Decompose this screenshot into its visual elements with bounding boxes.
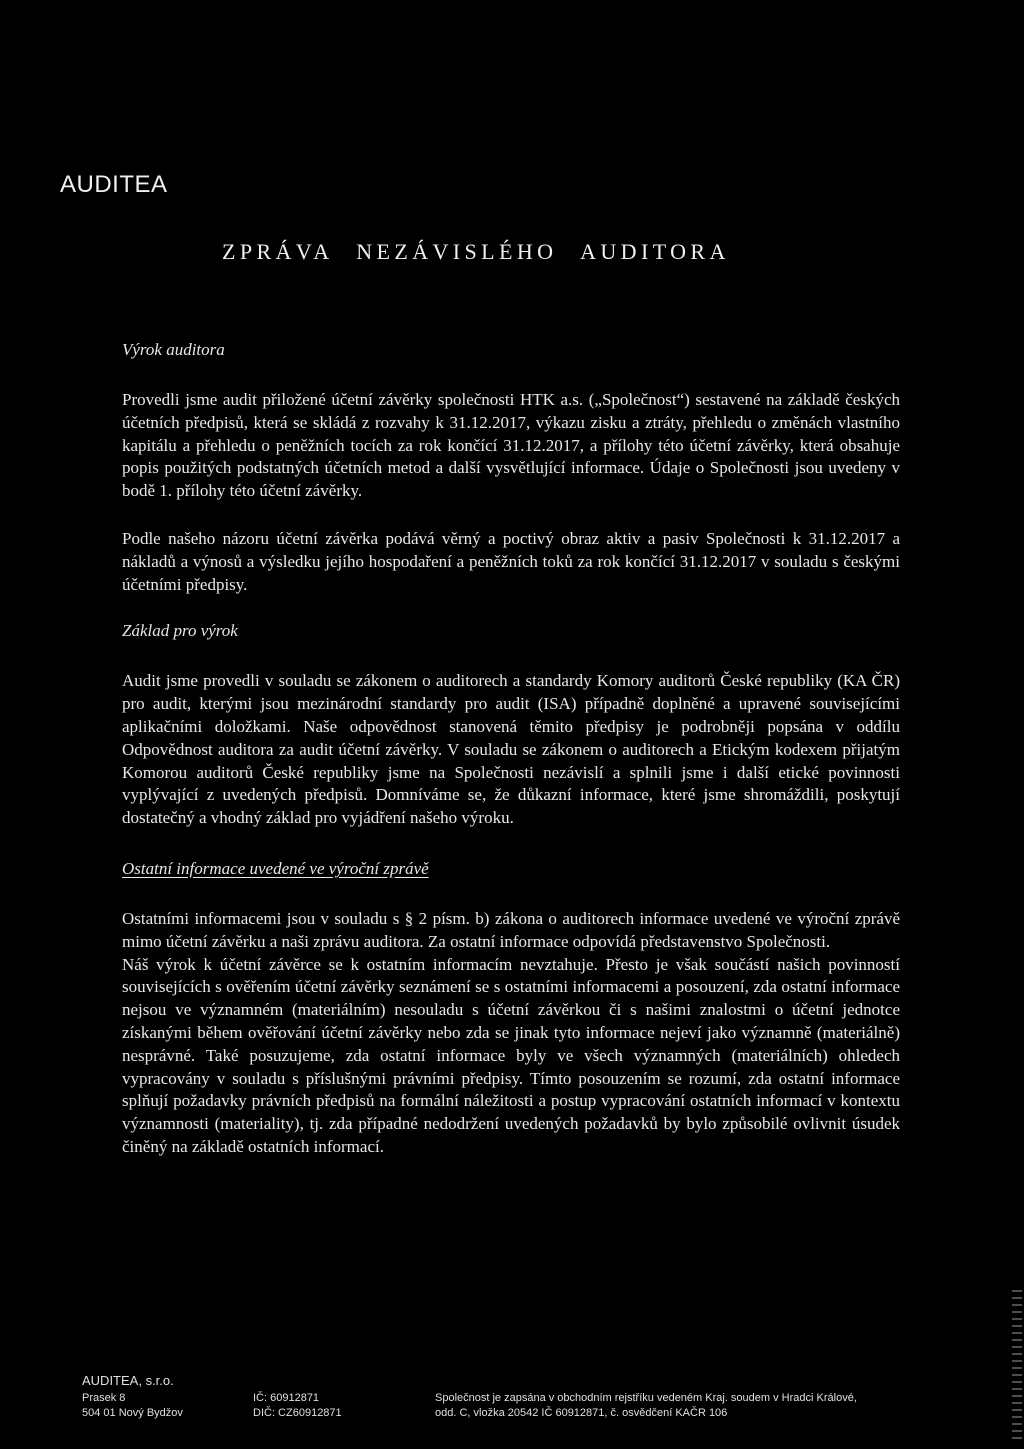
paragraph: Náš výrok k účetní závěrce se k ostatním informacím nevztahuje. Přesto je však součástí našich povinností souvisejících s ověřením účetní závěrky seznámení se s ostatními informacemi a posouzení, zda ostatní informace nejsou ve významném (materiálním) nesouladu s účetní závěrkou či s našimi znalostmi o účetní jednotce získanými během ověřování účetní závěrky nebo zda se jinak tyto informace nejeví jako významně (materiálně) nesprávné. Také posuzujeme, zda ostatní informace byly ve všech významných (materiálních) ohledech vypracovány v souladu s příslušnými právními předpisy. Tímto posouzením se rozumí, zda ostatní informace splňují požadavky právních předpisů na formální náležitosti a postup vypracování ostatních informací v kontextu významnosti (materiality), tj. zda případné nedodržení uvedených požadavků by bylo způsobilé ovlivnit úsudek činěný na základě ostatních informací. xyxy=(122,954,900,1156)
footer-street: Prasek 8 xyxy=(82,1392,126,1404)
footer-columns xyxy=(82,1391,942,1421)
paragraph: Ostatními informacemi jsou v souladu s § 2 písm. b) zákona o auditorech informace uvedené ve výroční zprávě mimo účetní závěrku a naši zprávu auditora. Za ostatní informace odpovídá představenstvo Společnosti. xyxy=(122,908,900,951)
footer-city: 504 01 Nový Bydžov xyxy=(82,1407,183,1419)
section-auditor-opinion xyxy=(122,340,900,596)
footer-registry xyxy=(435,1391,935,1421)
section-heading: Základ pro výrok xyxy=(122,621,238,641)
footer-company-name: AUDITEA, s.r.o. xyxy=(82,1373,174,1388)
footer-registry-line: Společnost je zapsána v obchodním rejstříku vedeném Kraj. soudem v Hradci Králové, xyxy=(435,1392,857,1404)
section-heading: Výrok auditora xyxy=(122,340,225,359)
scan-edge-marks xyxy=(1012,1290,1022,1440)
section-other-information xyxy=(122,859,900,1159)
report-body xyxy=(122,340,900,1159)
footer-address xyxy=(82,1391,253,1421)
footer-ic: IČ: 60912871 xyxy=(253,1392,320,1404)
paragraph: Podle našeho názoru účetní závěrka podává věrný a poctivý obraz aktiv a pasiv Společnosti k 31.12.2017 a nákladů a výnosů a výsledku jejího hospodaření a peněžních toků za rok končící 31.12.2017 v souladu s českými účetními předpisy. xyxy=(122,528,900,594)
footer-registry-line: odd. C, vložka 20542 IČ 60912871, č. osvědčení KAČR 106 xyxy=(435,1407,728,1419)
paragraph: Provedli jsme audit přiložené účetní závěrky společnosti HTK a.s. („Společnost“) sestavené na základě českých účetních předpisů, která se skládá z rozvahy k 31.12.2017, výkazu zisku a ztráty, přehledu o změnách vlastního kapitálu a přehledu o peněžních tocích za rok končící 31.12.2017, a přílohy této účetní závěrky, která obsahuje popis použitých podstatných účetních metod a další vysvětlující informace. Údaje o Společnosti jsou uvedeny v bodě 1. přílohy této účetní závěrky. xyxy=(122,390,900,501)
company-logo: AUDITEA xyxy=(60,171,168,198)
section-basis-for-opinion xyxy=(122,621,900,830)
footer-tax-ids xyxy=(253,1391,435,1421)
footer-dic: DIČ: CZ60912871 xyxy=(253,1407,342,1419)
paragraph: Audit jsme provedli v souladu se zákonem o auditorech a standardy Komory auditorů České republiky (KA ČR) pro audit, kterými jsou mezinárodní standardy pro audit (ISA) případně doplněné a upravené souvisejícími aplikačními doložkami. Naše odpovědnost stanovená těmito předpisy je podrobněji popsána v oddílu Odpovědnost auditora za audit účetní závěrky. V souladu se zákonem o auditorech a Etickým kodexem přijatým Komorou auditorů České republiky jsme na Společnosti nezávislí a splnili jsme i další etické povinnosti vyplývající z uvedených předpisů. Domníváme se, že důkazní informace, které jsme shromáždili, poskytují dostatečný a vhodný základ pro vyjádření našeho výroku. xyxy=(122,671,900,828)
report-title: ZPRÁVA NEZÁVISLÉHO AUDITORA xyxy=(222,239,730,264)
letterhead-footer xyxy=(82,1373,942,1421)
section-heading: Ostatní informace uvedené ve výroční zprávě xyxy=(122,858,429,878)
